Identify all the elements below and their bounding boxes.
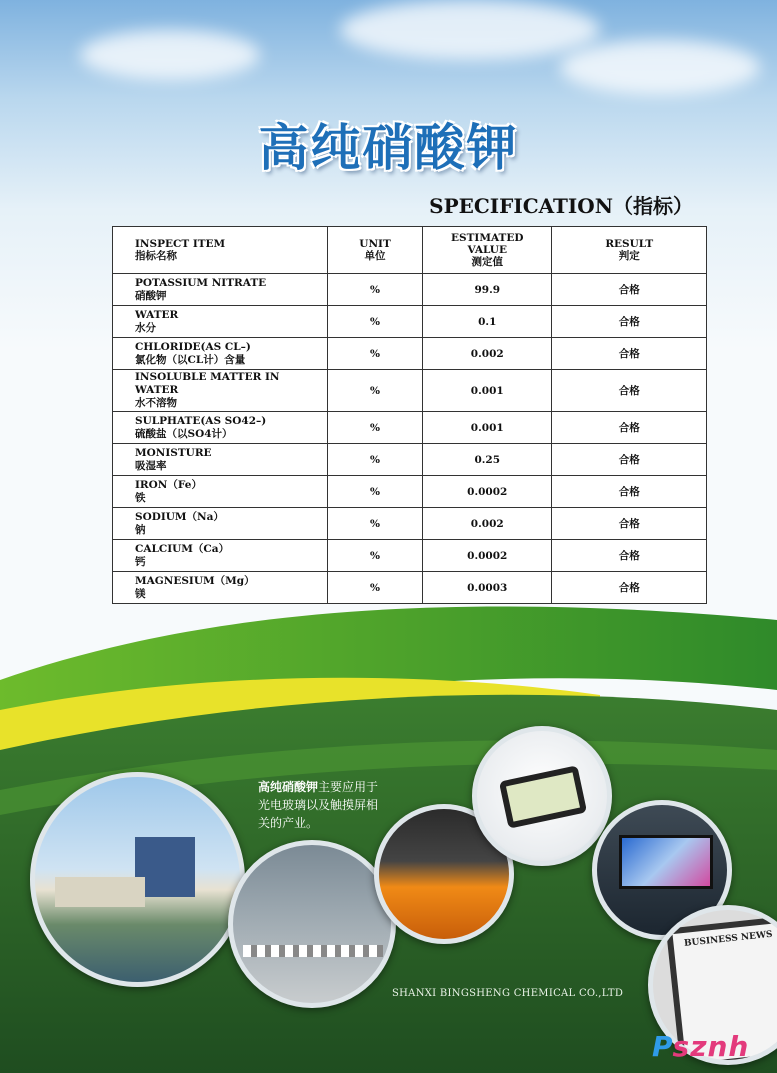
value-cell: 0.001 <box>423 370 552 412</box>
header-estimated-value: ESTIMATED VALUE 测定值 <box>423 227 552 274</box>
cloud <box>340 0 600 60</box>
unit-cell: % <box>328 540 423 572</box>
specification-heading: SPECIFICATION（指标） <box>429 194 693 218</box>
result-cell: 合格 <box>552 412 707 444</box>
unit-cell: % <box>328 476 423 508</box>
factory-photo <box>30 772 245 987</box>
value-cell: 0.25 <box>423 444 552 476</box>
value-cell: 0.0002 <box>423 540 552 572</box>
description-bold: 高纯硝酸钾 <box>258 780 319 794</box>
item-name-cell: CHLORIDE(AS CL–) 氯化物（以CL计）含量 <box>113 338 328 370</box>
table-row <box>113 306 707 338</box>
table-row <box>113 444 707 476</box>
header-inspect-item: INSPECT ITEM 指标名称 <box>113 227 328 274</box>
e-reader-heading: BUSINESS NEWS <box>683 929 774 949</box>
table-row <box>113 412 707 444</box>
cloud <box>560 40 760 95</box>
item-name-cell: IRON（Fe） 铁 <box>113 476 328 508</box>
tablet-photo <box>472 726 612 866</box>
result-cell: 合格 <box>552 274 707 306</box>
unit-cell: % <box>328 338 423 370</box>
page-title: 高纯硝酸钾 <box>258 119 519 177</box>
table-row <box>113 572 707 604</box>
value-cell: 0.0002 <box>423 476 552 508</box>
item-name-cell: POTASSIUM NITRATE 硝酸钾 <box>113 274 328 306</box>
result-cell: 合格 <box>552 306 707 338</box>
table-row <box>113 338 707 370</box>
item-name-cell: INSOLUBLE MATTER IN WATER 水不溶物 <box>113 370 328 412</box>
value-cell: 0.0003 <box>423 572 552 604</box>
crosswalk-stripes <box>243 945 383 957</box>
table-row <box>113 476 707 508</box>
specification-table <box>112 226 707 604</box>
result-cell: 合格 <box>552 444 707 476</box>
table-header-row <box>113 227 707 274</box>
result-cell: 合格 <box>552 338 707 370</box>
header-unit: UNIT 单位 <box>328 227 423 274</box>
header-result: RESULT 判定 <box>552 227 707 274</box>
unit-cell: % <box>328 508 423 540</box>
brand-logo: Psznh <box>652 1030 750 1063</box>
item-name-cell: SULPHATE(AS SO42–) 硫酸盐（以SO4计） <box>113 412 328 444</box>
company-name: SHANXI BINGSHENG CHEMICAL CO.,LTD <box>392 988 624 999</box>
application-description: 高纯硝酸钾主要应用于 光电玻璃以及触摸屏相 关的产业。 <box>258 780 379 830</box>
unit-cell: % <box>328 444 423 476</box>
result-cell: 合格 <box>552 540 707 572</box>
table-row <box>113 508 707 540</box>
value-cell: 0.002 <box>423 508 552 540</box>
table-row <box>113 540 707 572</box>
result-cell: 合格 <box>552 572 707 604</box>
table-row <box>113 370 707 412</box>
value-cell: 0.001 <box>423 412 552 444</box>
building-silhouette <box>55 877 145 907</box>
unit-cell: % <box>328 412 423 444</box>
display-panel <box>619 835 713 889</box>
item-name-cell: CALCIUM（Ca） 钙 <box>113 540 328 572</box>
item-name-cell: MAGNESIUM（Mg） 镁 <box>113 572 328 604</box>
result-cell: 合格 <box>552 476 707 508</box>
value-cell: 0.1 <box>423 306 552 338</box>
cloud <box>80 30 260 80</box>
result-cell: 合格 <box>552 370 707 412</box>
table-row <box>113 274 707 306</box>
tablet-screen <box>506 772 580 821</box>
item-name-cell: SODIUM（Na） 钠 <box>113 508 328 540</box>
unit-cell: % <box>328 306 423 338</box>
unit-cell: % <box>328 572 423 604</box>
unit-cell: % <box>328 370 423 412</box>
result-cell: 合格 <box>552 508 707 540</box>
item-name-cell: MONISTURE 吸湿率 <box>113 444 328 476</box>
value-cell: 99.9 <box>423 274 552 306</box>
road-surveillance-photo <box>228 840 396 1008</box>
tablet-device <box>499 765 587 829</box>
item-name-cell: WATER 水分 <box>113 306 328 338</box>
unit-cell: % <box>328 274 423 306</box>
value-cell: 0.002 <box>423 338 552 370</box>
